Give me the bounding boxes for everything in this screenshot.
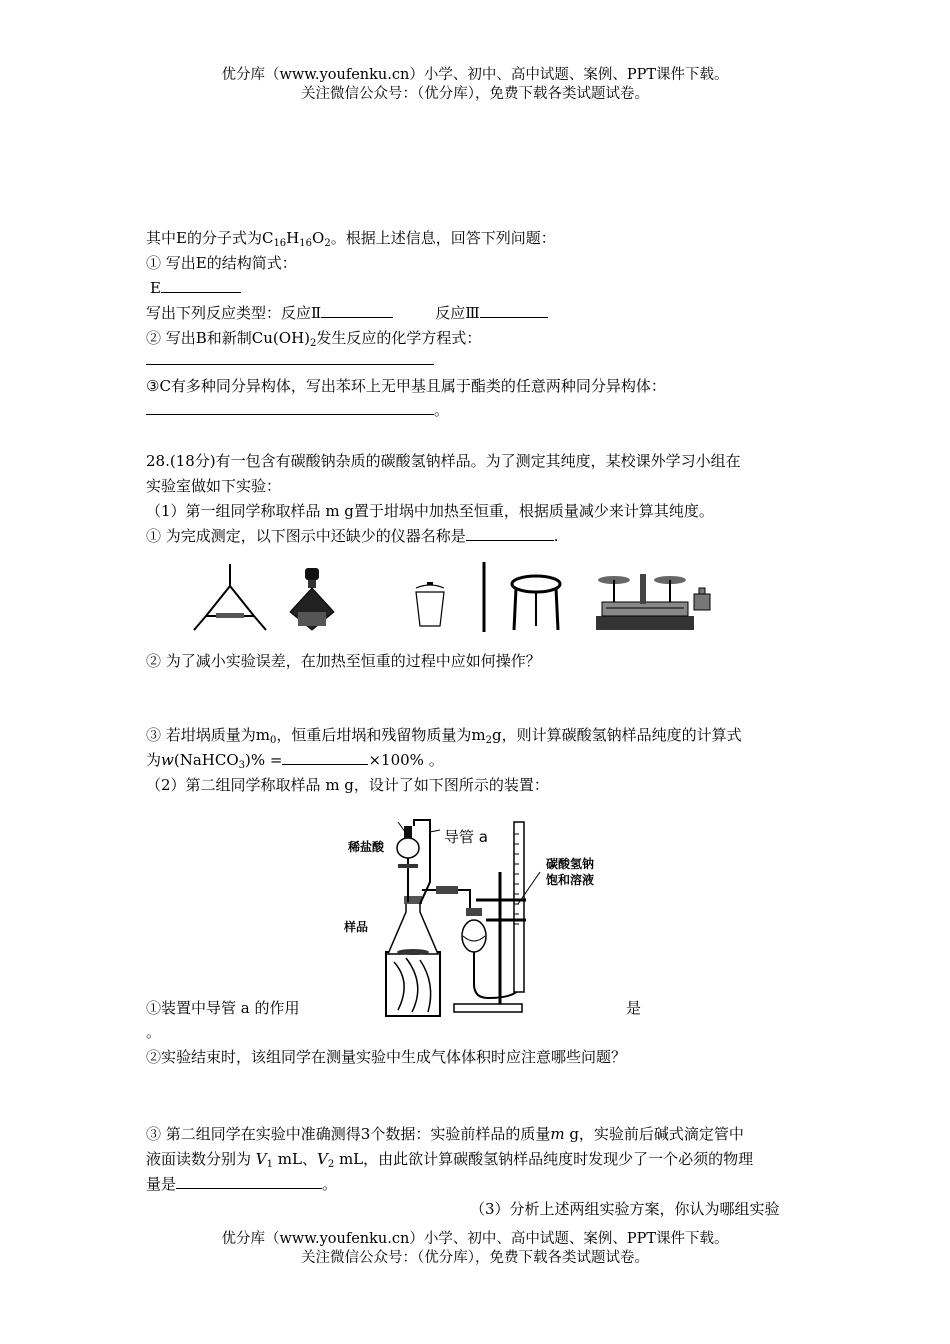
- label-dilute-hcl: 稀盐酸: [348, 840, 385, 854]
- answer-blank-equation[interactable]: [146, 350, 434, 365]
- q27-intro: 其中E的分子式为$C_{16}H_{16}O_2$。根据上述信息，回答下列问题：: [146, 229, 556, 249]
- q28-part1-q2: ② 为了减小实验误差，在加热至恒重的过程中应如何操作？: [146, 652, 541, 670]
- flask-stopper: [404, 896, 422, 904]
- page-header: [0, 66, 950, 104]
- q28-part2-q2: ②实验结束时，该组同学在测量实验中生成气体体积时应注意哪些问题？: [146, 1048, 627, 1066]
- q28-title-2: 实验室做如下实验：: [146, 477, 282, 495]
- q28-part2-q1-is: 是: [626, 999, 642, 1017]
- q27-part3: ③C有多种同分异构体，写出苯环上无甲基且属于酯类的任意两种同分异构体：: [146, 377, 666, 395]
- q28-part2: （2）第二组同学称取样品 m g，设计了如下图所示的装置：: [146, 776, 549, 794]
- separatory-funnel: [397, 838, 419, 858]
- answer-blank-reaction-3[interactable]: [480, 303, 548, 318]
- header-line-1: 优分库（www.youfenku.cn）小学、初中、高中试题、案例、PPT课件下载。: [221, 67, 729, 83]
- q27-part2: ② 写出B和新制$Cu(OH)_2$发生反应的化学方程式：: [146, 329, 482, 349]
- q27-reaction-types: 写出下列反应类型：反应Ⅱ 反应Ⅲ: [146, 303, 548, 323]
- crucible-icon: [416, 582, 444, 626]
- answer-blank-e[interactable]: [161, 278, 241, 293]
- q28-title: 28.(18分)有一包含有碳酸钠杂质的碳酸氢钠样品。为了测定其纯度，某校课外学习小组在: [146, 452, 741, 470]
- answer-blank-instrument[interactable]: [466, 526, 554, 541]
- q28-part2-q1: ①装置中导管 a 的作用: [146, 999, 300, 1017]
- header-line-2: 关注微信公众号：（优分库），免费下载各类试题试卷。: [301, 86, 649, 102]
- answer-blank-quantity[interactable]: [176, 1174, 322, 1189]
- q27-part1: ① 写出E的结构简式：: [146, 254, 297, 272]
- q27-part3-blank: 。: [146, 400, 449, 420]
- tripod-icon: [512, 576, 560, 630]
- page-footer: [0, 1230, 950, 1268]
- alcohol-lamp-icon: [290, 568, 334, 630]
- q28-part2-q3-line3: 量是 。: [146, 1175, 338, 1193]
- label-solution: 碳酸氢钠 饱和溶液: [546, 857, 595, 887]
- q28-part1-q3: ③ 若坩埚质量为$m_0$，恒重后坩埚和残留物质量为$m_2g$，则计算碳酸氢钠样品纯度的计算式: [146, 726, 742, 746]
- q27-answer-e: E: [150, 278, 241, 298]
- q28-part2-q3: ③ 第二组同学在实验中准确测得3个数据：实验前样品的质量m g，实验前后碱式滴定管中: [146, 1125, 744, 1143]
- q28-part1-q1: ① 为完成测定，以下图示中还缺少的仪器名称是 .: [146, 527, 559, 545]
- sample-solid: [397, 949, 429, 955]
- conical-flask: [388, 902, 438, 954]
- label-sample: 样品: [344, 920, 369, 934]
- q28-part2-q1-end: 。: [146, 1023, 162, 1041]
- q27-part2-blank: [146, 350, 434, 370]
- label-tube-a: 导管 a: [444, 828, 488, 846]
- burette: [514, 822, 524, 992]
- footer-line-2: 关注微信公众号：（优分库），免费下载各类试题试卷。: [301, 1250, 649, 1266]
- q28-part1-q3-formula: 为w(NaHCO$_3$)% = ×100% 。: [146, 751, 444, 771]
- answer-blank-reaction-2[interactable]: [321, 303, 393, 318]
- balance-icon: [596, 574, 710, 630]
- q28-part3: （3）分析上述两组实验方案，你认为哪组实验: [470, 1200, 780, 1218]
- q28-part1: （1）第一组同学称取样品 m g置于坩埚中加热至恒重，根据质量减少来计算其纯度。: [146, 502, 714, 520]
- q28-part2-q3-line2: 液面读数分别为 $V_1$ mL、$V_2$ mL，由此欲计算碳酸氢钠样品纯度时发现少了一个必须的物理: [146, 1150, 754, 1170]
- clay-triangle-icon: [194, 564, 266, 630]
- answer-blank-isomers[interactable]: [146, 400, 434, 415]
- footer-line-1: 优分库（www.youfenku.cn）小学、初中、高中试题、案例、PPT课件下载。: [221, 1231, 729, 1247]
- wooden-block: [386, 952, 440, 1016]
- tube-a: [414, 820, 430, 904]
- instruments-figure: [186, 560, 726, 634]
- level-bulb: [462, 920, 486, 952]
- answer-blank-formula[interactable]: [282, 750, 368, 765]
